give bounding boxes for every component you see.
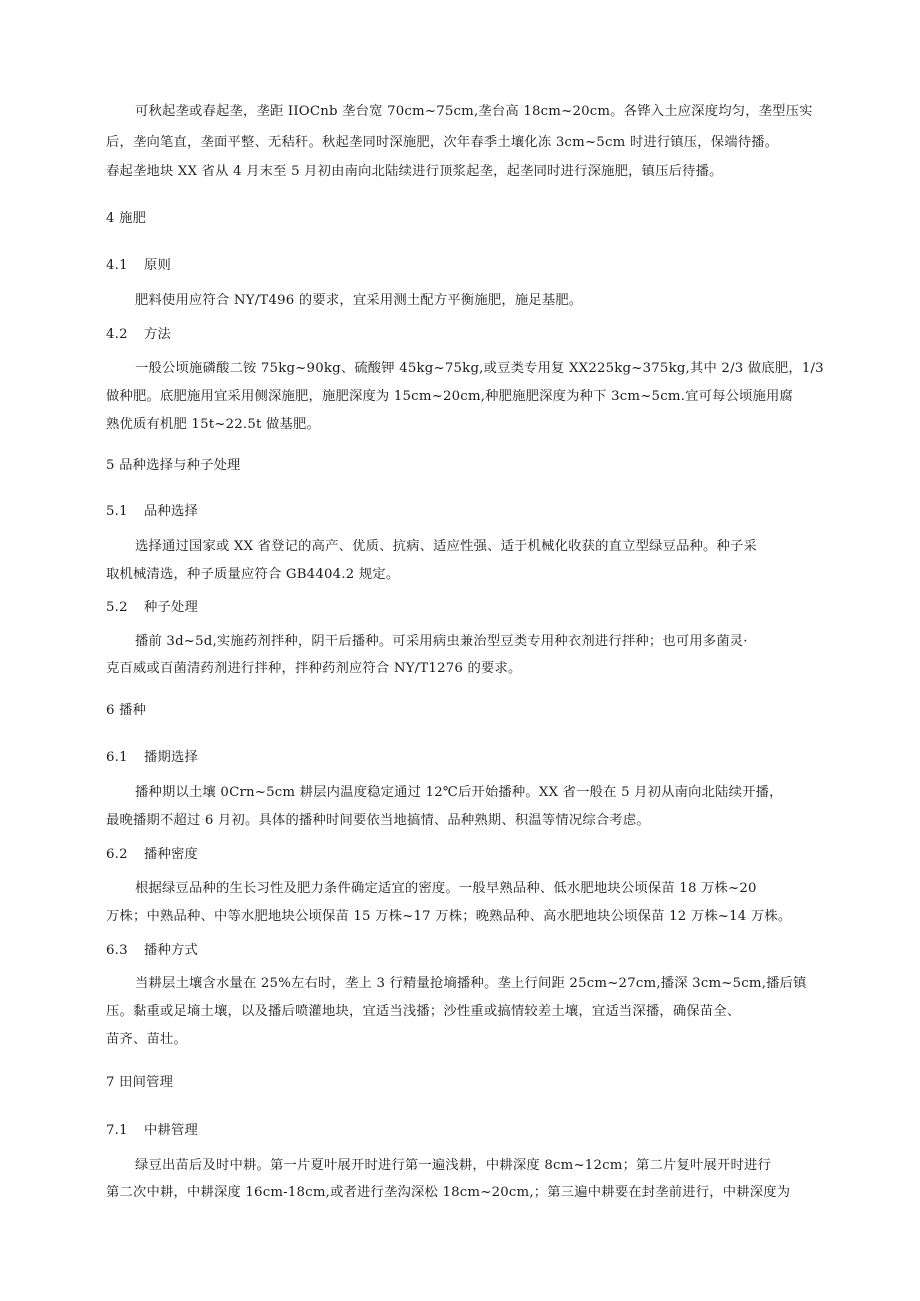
paragraph-line: 压。黏重或足墒土壤，以及播后喷灌地块，宜适当浅播；沙性重或搞情较差土壤，宜适当深播，确保苗全、 xyxy=(106,1004,741,1019)
paragraph-line: 第二次中耕，中耕深度 16cm-18cm,或者进行垄沟深松 18cm~20cm,；第三遍中耕要在封垄前进行，中耕深度为 xyxy=(106,1185,791,1200)
subsection-title: 播种密度 xyxy=(144,847,198,862)
paragraph-line: 绿豆出苗后及时中耕。第一片夏叶展开时进行第一遍浅耕，中耕深度 8cm~12cm；第二片复叶展开时进行 xyxy=(135,1158,772,1173)
subsection-heading xyxy=(106,596,198,615)
paragraph-line: 选择通过国家或 XX 省登记的高产、优质、抗病、适应性强、适于机械化收获的直立型绿豆品种。种子采 xyxy=(135,539,758,554)
subsection-heading xyxy=(106,323,171,342)
paragraph-line: 播前 3d~5d,实施药剂拌种，阴干后播种。可采用病虫兼治型豆类专用种衣剂进行拌种；也可用多菌灵· xyxy=(135,634,748,649)
subsection-title: 原则 xyxy=(144,258,171,273)
subsection-number: 5.2 xyxy=(106,600,128,615)
subsection-heading xyxy=(106,500,198,519)
intro-line: 可秋起垄或春起垄，垄距 IIOCnb 垄台宽 70cm~75cm,垄台高 18cm~20cm。各铧入土应深度均匀，垄型压实 xyxy=(135,104,813,119)
section-heading: 5 品种选择与种子处理 xyxy=(106,458,241,473)
section-heading: 6 播种 xyxy=(106,703,147,718)
subsection-number: 7.1 xyxy=(106,1123,128,1138)
subsection-number: 5.1 xyxy=(106,504,128,519)
subsection-heading xyxy=(106,254,171,273)
section-heading: 7 田间管理 xyxy=(106,1075,174,1090)
subsection-heading xyxy=(106,746,198,765)
subsection-heading xyxy=(106,843,198,862)
subsection-number: 6.1 xyxy=(106,750,128,765)
paragraph-line: 播种期以土壤 0Crn~5cm 耕层内温度稳定通过 12℃后开始播种。XX 省一般在 5 月初从南向北陆续开播， xyxy=(135,785,783,800)
paragraph-line: 一般公顷施磷酸二铵 75kg~90kg、硫酸钾 45kg~75kg,或豆类专用复 XX225kg~375kg,其中 2/3 做底肥，1/3 xyxy=(135,361,824,376)
paragraph-line: 熟优质有机肥 15t~22.5t 做基肥。 xyxy=(106,417,320,432)
subsection-title: 播期选择 xyxy=(144,750,198,765)
subsection-title: 方法 xyxy=(144,327,171,342)
subsection-number: 6.3 xyxy=(106,943,128,958)
paragraph-line: 取机械清选，种子质量应符合 GB4404.2 规定。 xyxy=(106,567,400,582)
paragraph-line: 根据绿豆品种的生长习性及肥力条件确定适宜的密度。一般早熟品种、低水肥地块公顷保苗 18 万株~20 xyxy=(135,881,757,896)
section-heading: 4 施肥 xyxy=(106,211,147,226)
paragraph-line: 克百威或百菌清药剂进行拌种，拌种药剂应符合 NY/T1276 的要求。 xyxy=(106,661,522,676)
paragraph-line: 万株；中熟品种、中等水肥地块公顷保苗 15 万株~17 万株；晚熟品种、高水肥地块公顷保苗 12 万株~14 万株。 xyxy=(106,909,792,924)
subsection-title: 播种方式 xyxy=(144,943,198,958)
paragraph-line: 做种肥。底肥施用宜采用侧深施肥，施肥深度为 15cm~20cm,种肥施肥深度为种下 3cm~5cm.宜可每公顷施用腐 xyxy=(106,389,794,404)
paragraph-line: 肥料使用应符合 NY/T496 的要求，宜采用测土配方平衡施肥，施足基肥。 xyxy=(135,293,583,308)
subsection-number: 4.1 xyxy=(106,258,128,273)
subsection-number: 4.2 xyxy=(106,327,128,342)
paragraph-line: 最晚播期不超过 6 月初。具体的播种时间要依当地搞情、品种熟期、积温等情况综合考虑。 xyxy=(106,813,650,828)
subsection-title: 中耕管理 xyxy=(144,1123,198,1138)
subsection-heading xyxy=(106,939,198,958)
subsection-title: 种子处理 xyxy=(144,600,198,615)
subsection-title: 品种选择 xyxy=(144,504,198,519)
subsection-heading xyxy=(106,1119,198,1138)
subsection-number: 6.2 xyxy=(106,847,128,862)
intro-line: 后，垄向笔直，垄面平整、无秸秆。秋起垄同时深施肥，次年春季土壤化冻 3cm~5cm 时进行镇压，保端待播。 xyxy=(106,135,779,150)
intro-line: 春起垄地块 XX 省从 4 月末至 5 月初由南向北陆续进行顶浆起垄，起垄同时进行深施肥，镇压后待播。 xyxy=(106,164,723,179)
paragraph-line: 当耕层土壤含水量在 25%左右时，垄上 3 行精量抢墒播种。垄上行间距 25cm~27cm,播深 3cm~5cm,播后镇 xyxy=(135,976,807,991)
paragraph-line: 苗齐、苗壮。 xyxy=(106,1032,187,1047)
